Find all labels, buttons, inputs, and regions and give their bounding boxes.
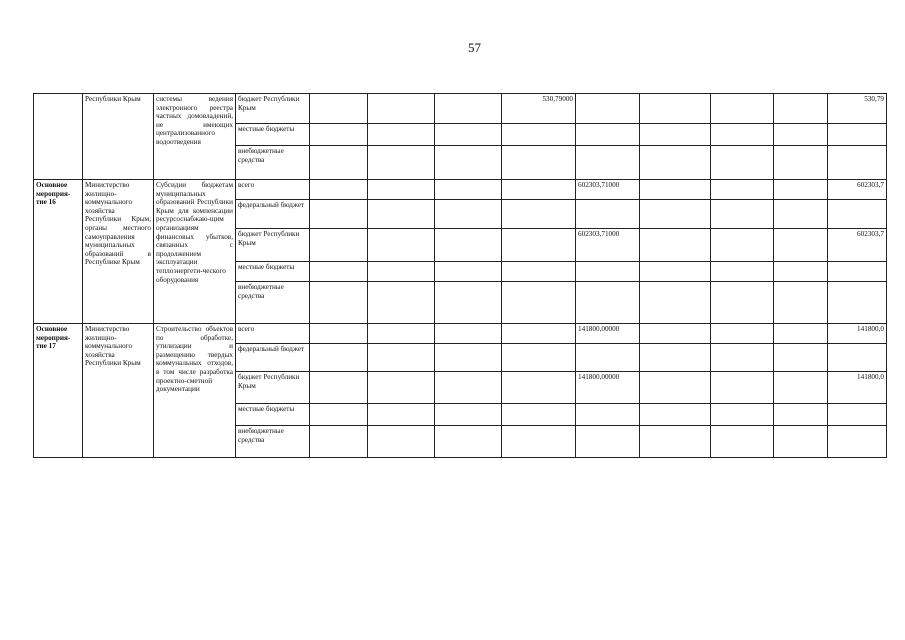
amount-cell <box>502 324 576 344</box>
amount-cell <box>502 180 576 200</box>
description-cell: Строительство объектов по обработке, утилизации и размещению твердых коммунальных отходов, в том числе разработка проектно-сметной документации <box>154 324 236 458</box>
funding-source-cell: местные бюджеты <box>236 404 310 426</box>
amount-cell <box>576 282 640 324</box>
amount-cell <box>502 404 576 426</box>
amount-cell: 141800,00000 <box>576 372 640 404</box>
funding-source-cell: внебюджетные средства <box>236 146 310 180</box>
amount-cell <box>576 344 640 372</box>
funding-source-cell: федеральный бюджет <box>236 200 310 229</box>
amount-cell: 530,79000 <box>502 94 576 124</box>
total-cell <box>828 426 887 458</box>
amount-cell <box>502 146 576 180</box>
amount-cell <box>576 94 640 124</box>
amount-cell <box>502 124 576 146</box>
executor-cell: Министерство жилищно-коммунального хозяйства Республики Крым, органы местного самоуправления муниципальных образований в Республике Крым <box>83 180 154 324</box>
total-cell: 141800,0 <box>828 324 887 344</box>
amount-cell <box>576 146 640 180</box>
amount-cell <box>576 200 640 229</box>
funding-source-cell: внебюджетные средства <box>236 426 310 458</box>
amount-cell <box>502 262 576 282</box>
amount-cell <box>576 404 640 426</box>
description-cell: системы ведения электронного реестра частных домовладений, не имеющих централизованного водоотведения <box>154 94 236 180</box>
executor-cell: Республики Крым <box>83 94 154 180</box>
total-cell <box>828 146 887 180</box>
amount-cell <box>502 372 576 404</box>
total-cell: 602303,7 <box>828 229 887 262</box>
table-row <box>34 180 887 200</box>
total-cell: 602303,7 <box>828 180 887 200</box>
amount-cell <box>502 344 576 372</box>
page-number: 57 <box>468 40 481 55</box>
amount-cell <box>576 262 640 282</box>
budget-table <box>33 93 887 458</box>
funding-source-cell: бюджет Республики Крым <box>236 229 310 262</box>
amount-cell: 141800,00000 <box>576 324 640 344</box>
total-cell <box>828 282 887 324</box>
total-cell <box>828 200 887 229</box>
amount-cell: 602303,71000 <box>576 229 640 262</box>
executor-cell: Министерство жилищно-коммунального хозяйства Республики Крым <box>83 324 154 458</box>
amount-cell <box>502 426 576 458</box>
table-row <box>34 94 887 124</box>
amount-cell <box>502 229 576 262</box>
total-cell <box>828 404 887 426</box>
funding-source-cell: всего <box>236 324 310 344</box>
description-cell: Субсидии бюджетам муниципальных образований Республики Крым для компенсации ресурсоснабжаю-щим организациям финансовых убытков, связанных с продолжением эксплуатации теплоэнергети-ческого оборудования <box>154 180 236 324</box>
amount-cell <box>576 426 640 458</box>
funding-source-cell: бюджет Республики Крым <box>236 94 310 124</box>
amount-cell <box>502 282 576 324</box>
activity-cell <box>34 94 83 180</box>
total-cell: 530,79 <box>828 94 887 124</box>
amount-cell <box>576 124 640 146</box>
funding-source-cell: местные бюджеты <box>236 124 310 146</box>
amount-cell <box>502 200 576 229</box>
funding-source-cell: федеральный бюджет <box>236 344 310 372</box>
total-cell <box>828 344 887 372</box>
total-cell <box>828 124 887 146</box>
total-cell: 141800,0 <box>828 372 887 404</box>
funding-source-cell: местные бюджеты <box>236 262 310 282</box>
activity-cell: Основное мероприя-тие 16 <box>34 180 83 324</box>
funding-source-cell: всего <box>236 180 310 200</box>
funding-source-cell: бюджет Республики Крым <box>236 372 310 404</box>
table-row <box>34 324 887 344</box>
activity-cell: Основное мероприя-тие 17 <box>34 324 83 458</box>
funding-source-cell: внебюджетные средства <box>236 282 310 324</box>
total-cell <box>828 262 887 282</box>
amount-cell: 602303,71000 <box>576 180 640 200</box>
